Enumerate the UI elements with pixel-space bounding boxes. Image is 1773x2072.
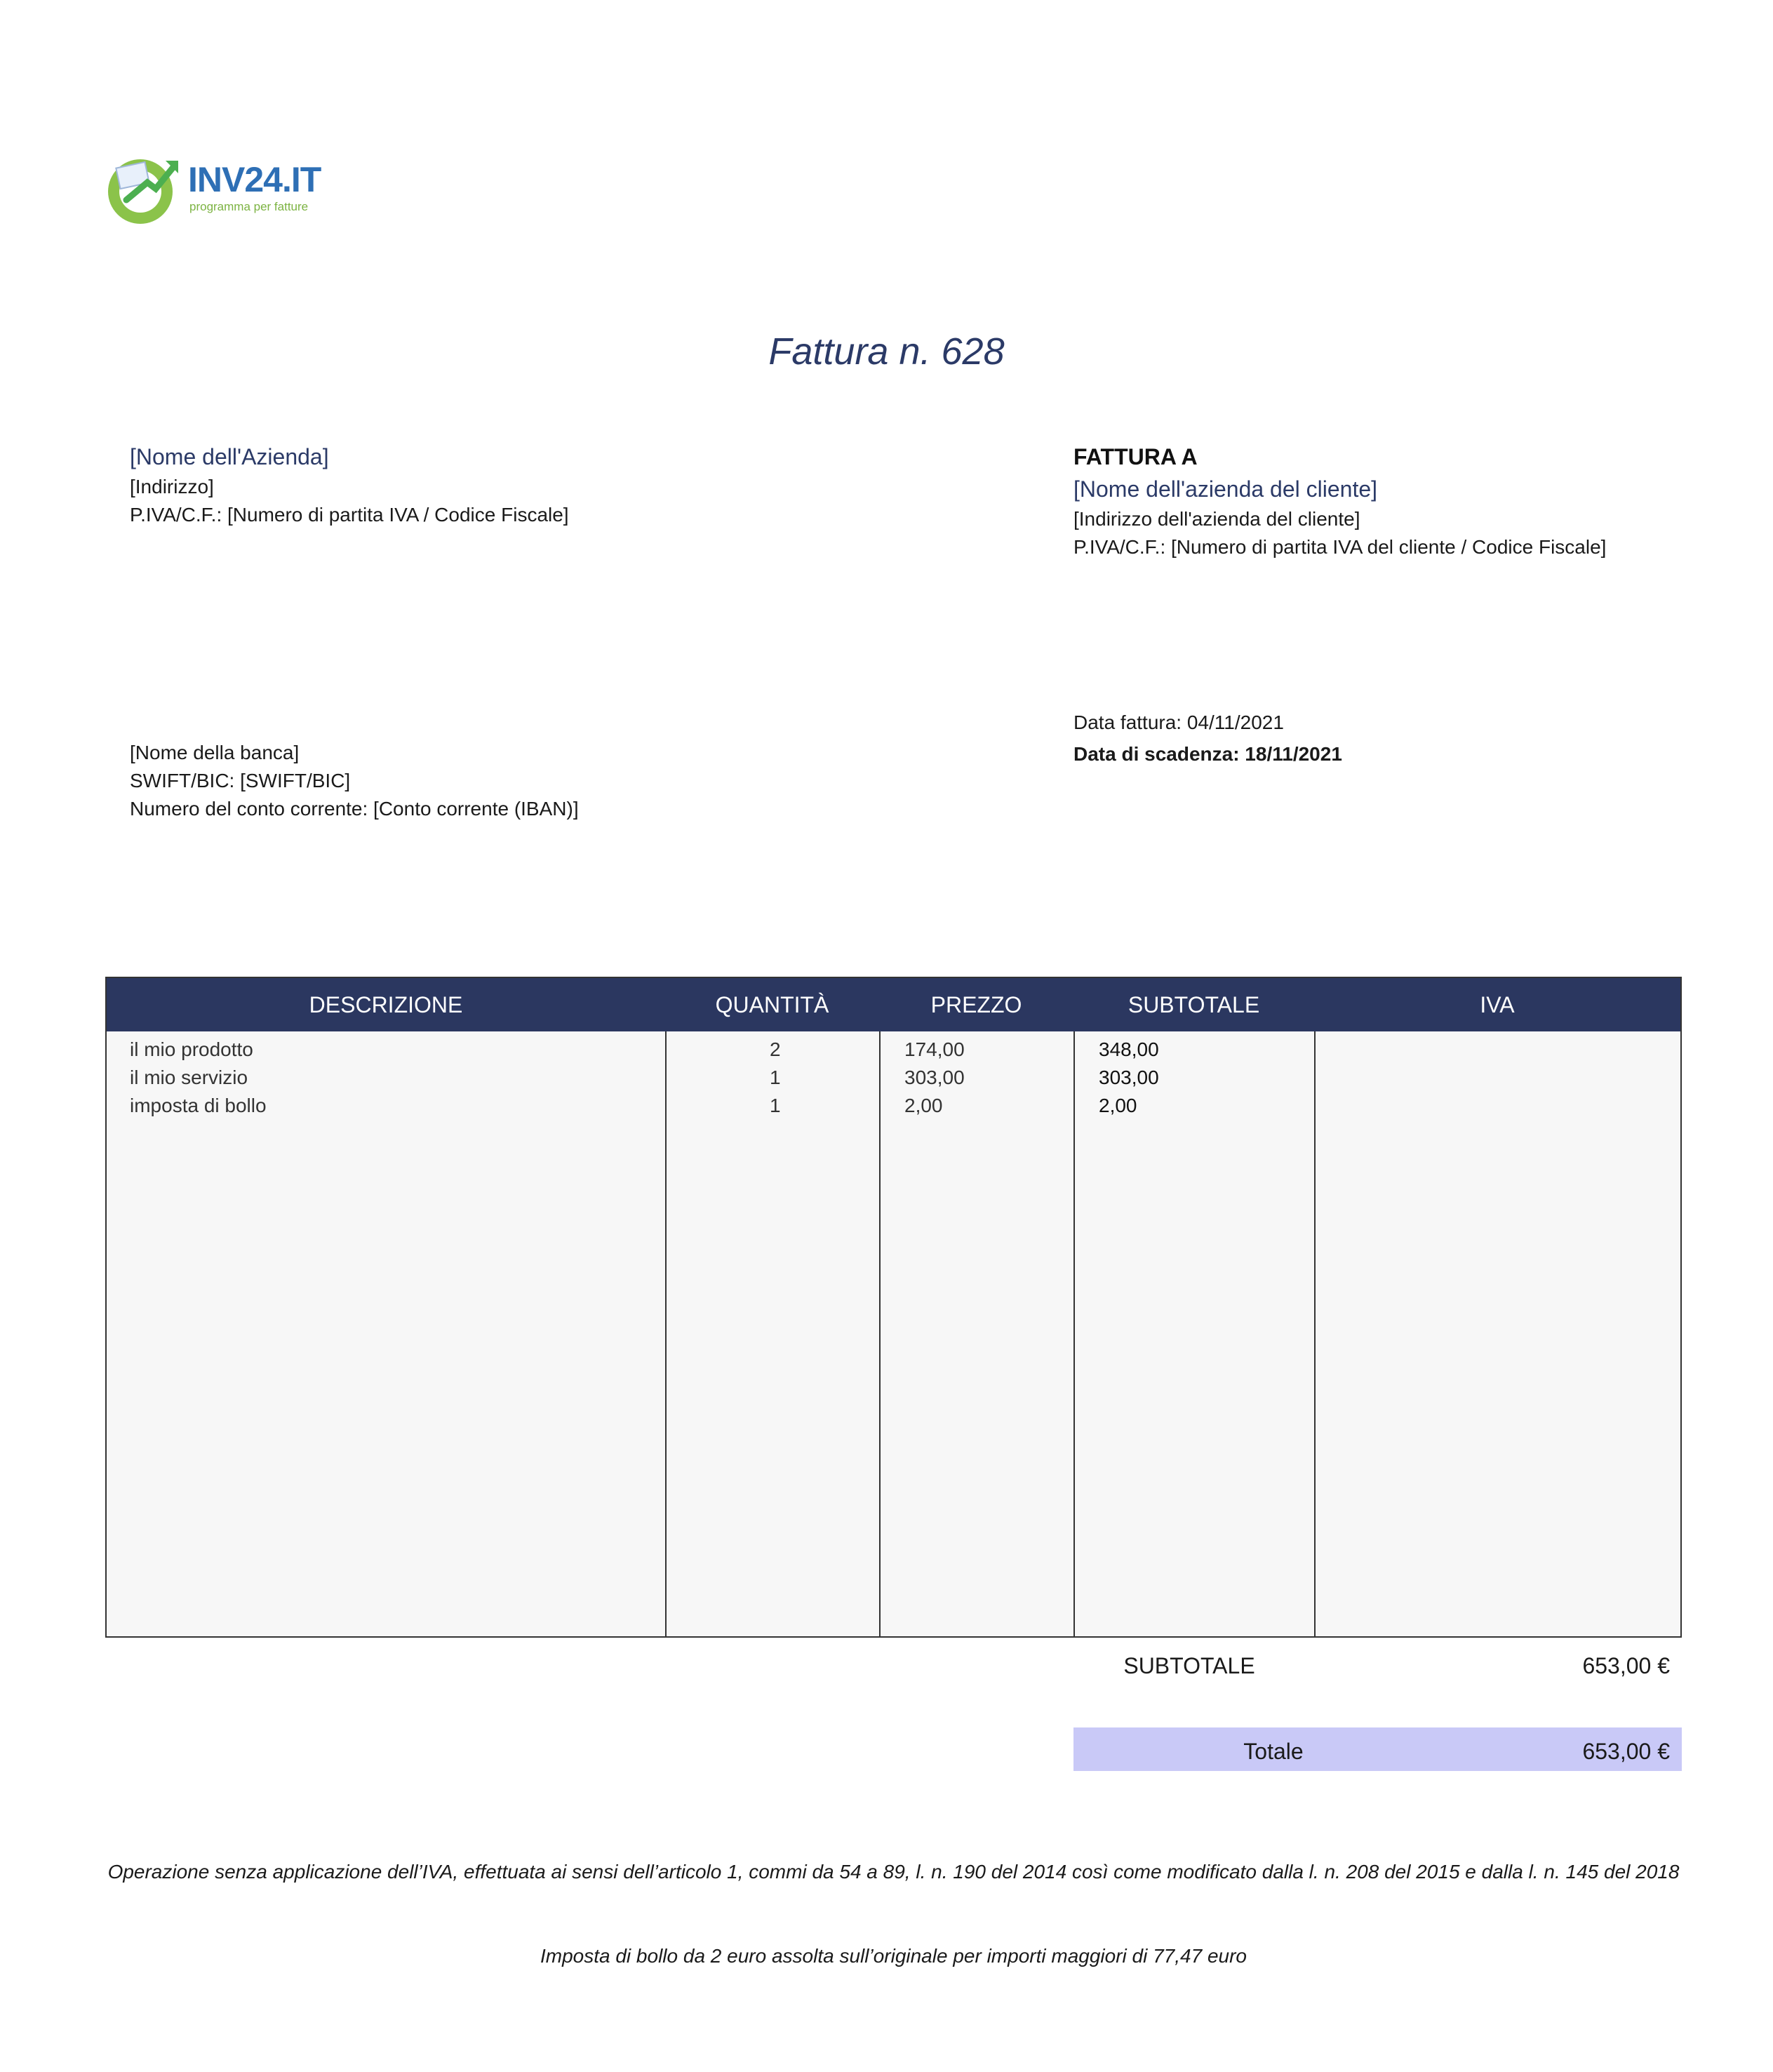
table-header bbox=[107, 978, 1680, 1031]
column-divider bbox=[1073, 1031, 1075, 1636]
bank-account: Numero del conto corrente: [Conto corrente (IBAN)] bbox=[130, 798, 579, 820]
dates-block bbox=[1073, 705, 1342, 768]
header-descrizione: DESCRIZIONE bbox=[309, 992, 463, 1017]
row-quantity: 1 bbox=[770, 1095, 781, 1116]
vat-exemption-note: Operazione senza applicazione dell’IVA, effettuata ai sensi dell’articolo 1, commi da 54 a 89, l. n. 190 del 2014 così come modificato dalla l. n. 208 del 2015 e dalla l. n. 145 del 2018 bbox=[107, 1861, 1680, 1883]
seller-block bbox=[130, 441, 569, 529]
bank-name: [Nome della banca] bbox=[130, 742, 300, 763]
total-value: 653,00 € bbox=[1582, 1739, 1670, 1764]
row-price: 174,00 bbox=[904, 1038, 965, 1060]
company-logo bbox=[105, 151, 321, 228]
row-price: 2,00 bbox=[904, 1095, 943, 1116]
row-quantity: 2 bbox=[770, 1038, 781, 1060]
buyer-name: [Nome dell'azienda del cliente] bbox=[1073, 476, 1378, 502]
header-prezzo: PREZZO bbox=[930, 992, 1022, 1017]
buyer-address: [Indirizzo dell'azienda del cliente] bbox=[1073, 508, 1360, 530]
row-description: imposta di bollo bbox=[130, 1095, 267, 1116]
invoice-title: Fattura n. 628 bbox=[768, 330, 1005, 373]
column-divider bbox=[1314, 1031, 1316, 1636]
header-quantita: QUANTITÀ bbox=[715, 992, 829, 1017]
subtotal-value: 653,00 € bbox=[1582, 1653, 1670, 1678]
header-subtotale: SUBTOTALE bbox=[1128, 992, 1260, 1017]
total-label: Totale bbox=[1243, 1739, 1304, 1764]
logo-wordmark: INV24.IT bbox=[188, 160, 321, 199]
row-quantity: 1 bbox=[770, 1067, 781, 1088]
logo-icon bbox=[105, 151, 182, 228]
items-table bbox=[105, 977, 1682, 1638]
column-divider bbox=[665, 1031, 667, 1636]
row-subtotal: 303,00 bbox=[1099, 1067, 1159, 1088]
logo-tagline: programma per fatture bbox=[189, 200, 309, 213]
header-iva: IVA bbox=[1480, 992, 1515, 1017]
invoice-date: Data fattura: 04/11/2021 bbox=[1073, 711, 1284, 733]
row-description: il mio prodotto bbox=[130, 1038, 253, 1060]
row-subtotal: 348,00 bbox=[1099, 1038, 1159, 1060]
seller-vat: P.IVA/C.F.: [Numero di partita IVA / Codice Fiscale] bbox=[130, 504, 569, 526]
bank-swift: SWIFT/BIC: [SWIFT/BIC] bbox=[130, 770, 351, 791]
seller-name: [Nome dell'Azienda] bbox=[130, 444, 329, 469]
row-price: 303,00 bbox=[904, 1067, 965, 1088]
seller-address: [Indirizzo] bbox=[130, 476, 214, 497]
bank-block bbox=[130, 739, 579, 823]
buyer-block bbox=[1073, 441, 1606, 561]
subtotal-label: SUBTOTALE bbox=[1123, 1653, 1255, 1678]
buyer-vat: P.IVA/C.F.: [Numero di partita IVA del cliente / Codice Fiscale] bbox=[1073, 536, 1607, 558]
table-body bbox=[107, 1031, 1680, 1636]
buyer-heading: FATTURA A bbox=[1073, 444, 1198, 469]
due-date: Data di scadenza: 18/11/2021 bbox=[1073, 743, 1342, 765]
column-divider bbox=[879, 1031, 881, 1636]
row-description: il mio servizio bbox=[130, 1067, 248, 1088]
row-subtotal: 2,00 bbox=[1099, 1095, 1137, 1116]
stamp-duty-note: Imposta di bollo da 2 euro assolta sull’originale per importi maggiori di 77,47 euro bbox=[540, 1945, 1247, 1967]
